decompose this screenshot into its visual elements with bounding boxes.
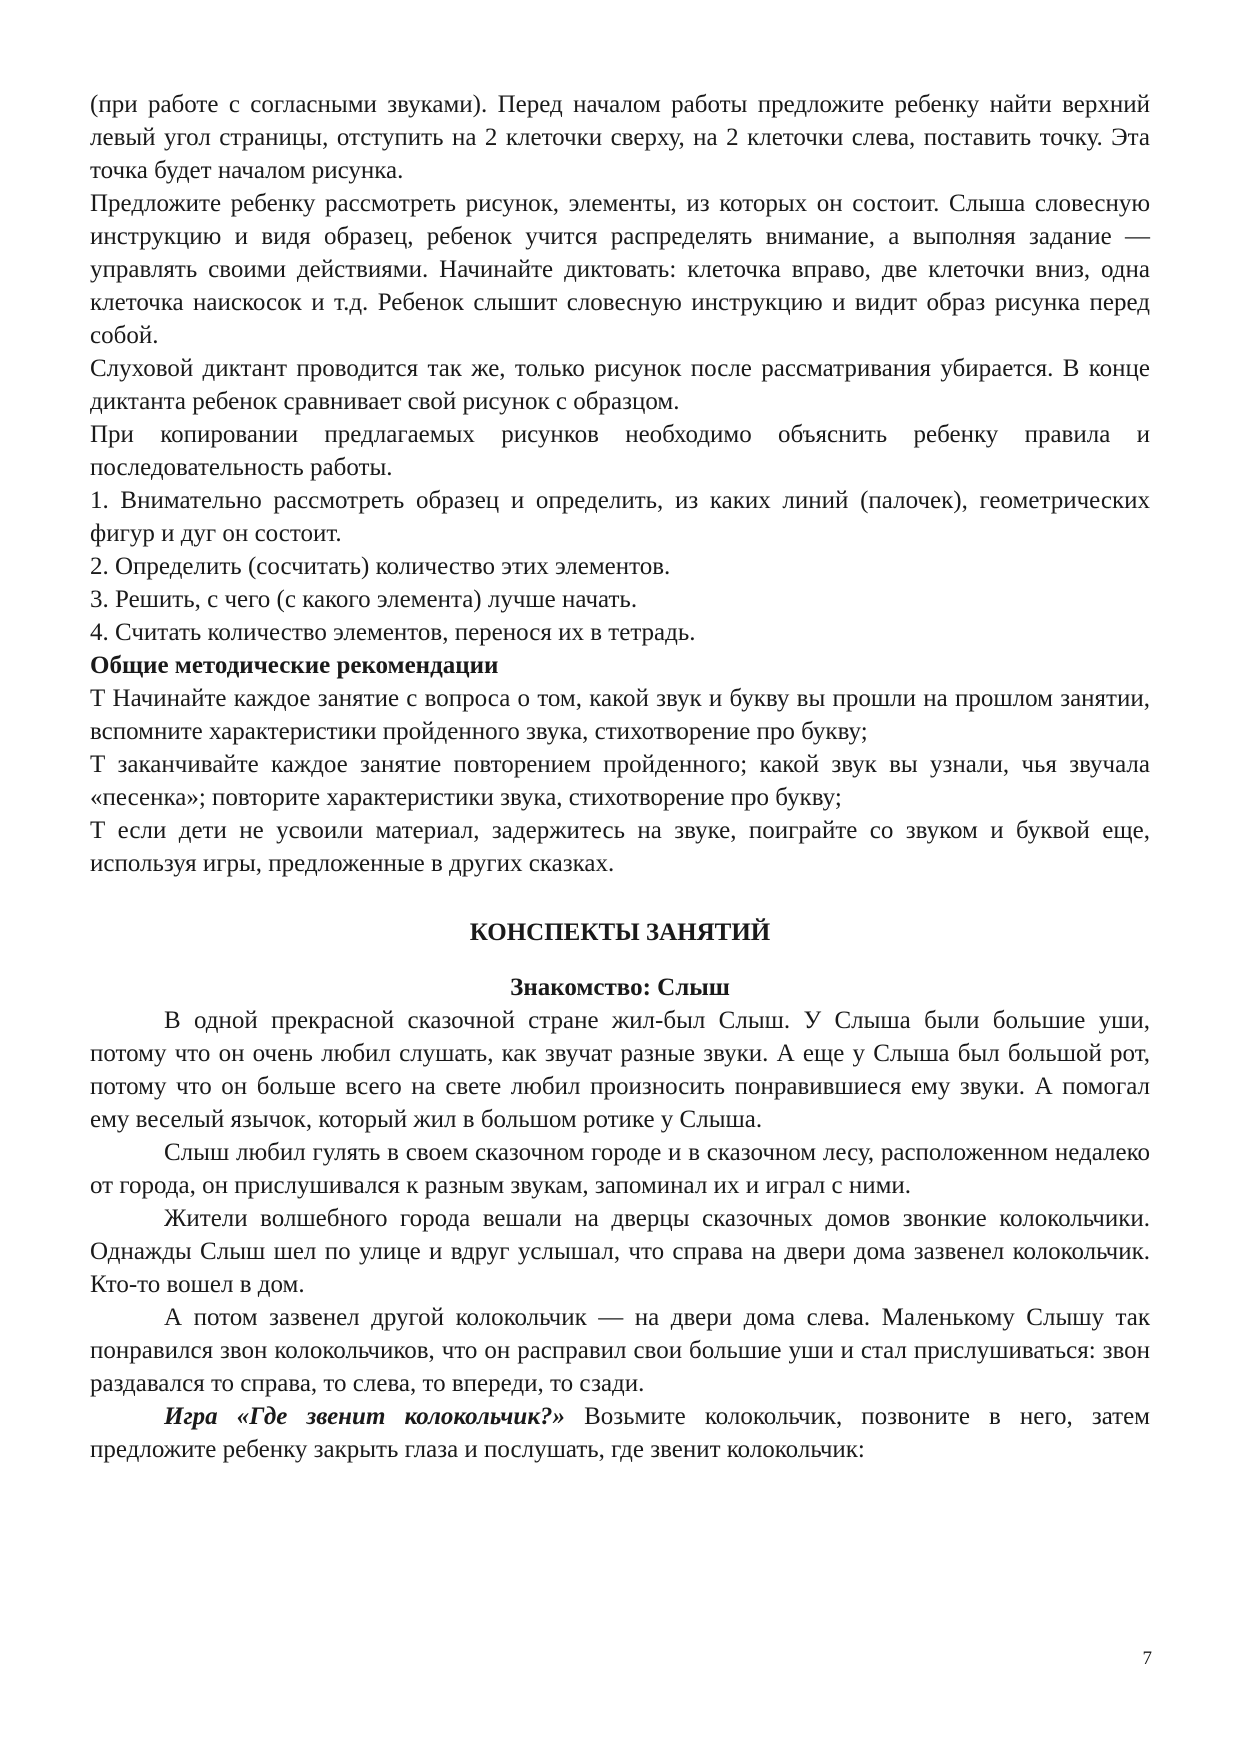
recommendation-item: Т заканчивайте каждое занятие повторением пройденного; какой звук вы узнали, чья звучала «песенка»; повторите характеристики звука, стихотворение про букву; (90, 751, 1150, 811)
game-paragraph (90, 1400, 1150, 1466)
story-paragraph: А потом зазвенел другой колокольчик — на двери дома слева. Маленькому Слышу так понравился звон колокольчиков, что он расправил свои большие уши и стал прислушиваться: звон раздавался то справа, то слева, то впереди, то сзади. (90, 1304, 1150, 1397)
list-item: 4. Считать количество элементов, перенося их в тетрадь. (90, 619, 696, 646)
page-number: 7 (1142, 1648, 1152, 1669)
lesson-title: Знакомство: Слыш (510, 974, 730, 1001)
story-paragraph: Слыш любил гулять в своем сказочном городе и в сказочном лесу, расположенном недалеко от города, он прислушивался к разным звукам, запоминал их и играл с ними. (90, 1139, 1150, 1199)
paragraph: Предложите ребенку рассмотреть рисунок, элементы, из которых он состоит. Слыша словесную инструкцию и видя образец, ребенок учится распределять внимание, а выполняя задание — управлять своими действиями. Начинайте диктовать: клеточка вправо, две клеточки вниз, одна клеточка наискосок и т.д. Ребенок слышит словесную инструкцию и видит образ рисунка перед собой. (90, 190, 1150, 349)
paragraph: (при работе с согласными звуками). Перед началом работы предложите ребенку найти верхний левый угол страницы, отступить на 2 клеточки сверху, на 2 клеточки слева, поставить точку. Эта точка будет началом рисунка. (90, 91, 1150, 184)
recommendations-heading: Общие методические рекомендации (90, 652, 499, 679)
list-item: 2. Определить (сосчитать) количество этих элементов. (90, 553, 671, 580)
story-paragraph: В одной прекрасной сказочной стране жил-был Слыш. У Слыша были большие уши, потому что он очень любил слушать, как звучат разные звуки. А еще у Слыша был большой рот, потому что он больше всего на свете любил произносить понравившиеся ему звуки. А помогал ему веселый язычок, который жил в большом ротике у Слыша. (90, 1007, 1150, 1133)
paragraph: При копировании предлагаемых рисунков необходимо объяснить ребенку правила и последовательность работы. (90, 421, 1150, 481)
list-item: 1. Внимательно рассмотреть образец и определить, из каких линий (палочек), геометрических фигур и дуг он состоит. (90, 487, 1150, 547)
list-item: 3. Решить, с чего (с какого элемента) лучше начать. (90, 586, 638, 613)
recommendation-item: Т Начинайте каждое занятие с вопроса о том, какой звук и букву вы прошли на прошлом занятии, вспомните характеристики пройденного звука, стихотворение про букву; (90, 685, 1150, 745)
story-paragraph: Жители волшебного города вешали на дверцы сказочных домов звонкие колокольчики. Однажды Слыш шел по улице и вдруг услышал, что справа на двери дома зазвенел колокольчик. Кто-то вошел в дом. (90, 1205, 1150, 1298)
recommendation-item: Т если дети не усвоили материал, задержитесь на звуке, поиграйте со звуком и буквой еще, используя игры, предложенные в других сказках. (90, 817, 1150, 877)
game-text: Возьмите колокольчик, позвоните в него, затем предложите ребенку закрыть глаза и послушать, где звенит колокольчик: (90, 1403, 1150, 1463)
section-title: КОНСПЕКТЫ ЗАНЯТИЙ (469, 919, 771, 946)
game-title: Игра «Где звенит колокольчик?» (164, 1403, 566, 1430)
page-body (90, 88, 1150, 1466)
paragraph: Слуховой диктант проводится так же, только рисунок после рассматривания убирается. В конце диктанта ребенок сравнивает свой рисунок с образцом. (90, 355, 1150, 415)
